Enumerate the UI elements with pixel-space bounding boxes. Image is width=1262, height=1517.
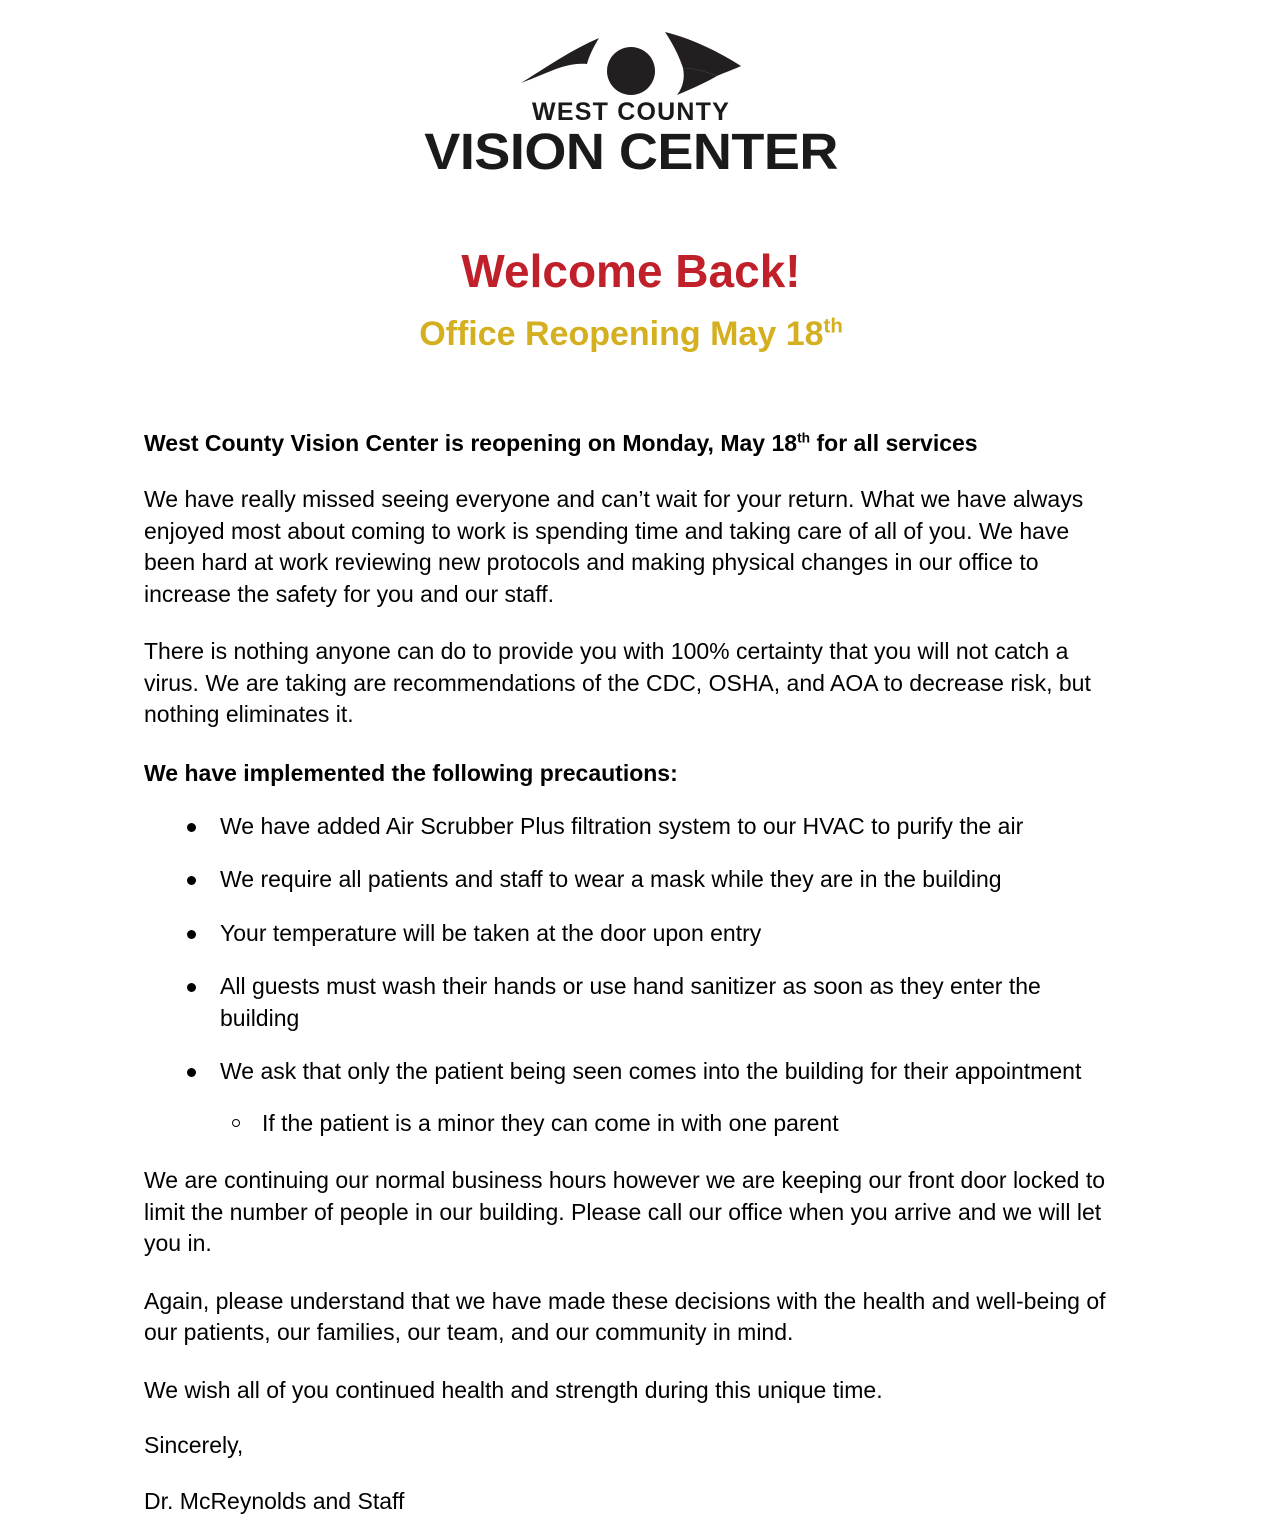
list-item (184, 1056, 1118, 1139)
list-item (184, 971, 1118, 1034)
closing-salutation: Sincerely, (144, 1432, 244, 1459)
lead-line (144, 429, 1118, 459)
list-item-text: We require all patients and staff to wear a mask while they are in the building (220, 866, 1002, 893)
bullet-icon (187, 876, 196, 885)
list-item-text: We ask that only the patient being seen comes into the building for their appointment (220, 1058, 1082, 1085)
precautions-heading: We have implemented the following precautions: (144, 759, 678, 786)
logo-block (0, 0, 1262, 179)
list-item (184, 864, 1118, 896)
logo-line-west-county: WEST COUNTY (532, 98, 730, 126)
bullet-icon (187, 1068, 196, 1077)
list-item (184, 811, 1118, 843)
lead-ordinal-suffix: th (797, 429, 811, 445)
paragraph-5: We wish all of you continued health and strength during this unique time. (144, 1376, 883, 1403)
paragraph-3: We are continuing our normal business hours however we are keeping our front door locked to limit the number of people in our building. Please call our office when you arrive and we will let you in. (144, 1167, 1106, 1257)
page-title-welcome-back: Welcome Back! (461, 244, 801, 297)
bullet-icon (187, 823, 196, 832)
precautions-list (144, 811, 1118, 1140)
paragraph-1: We have really missed seeing everyone and can’t wait for your return. What we have always enjoyed most about coming to work is spending time and taking care of all of you. We have been hard at work reviewing new protocols and making physical changes in our office to increase the safety for you and our staff. (144, 486, 1084, 607)
hollow-bullet-icon (232, 1119, 240, 1127)
list-item-text: All guests must wash their hands or use hand sanitizer as soon as they enter the building (220, 973, 1041, 1031)
bullet-icon (187, 983, 196, 992)
document-content (144, 429, 1118, 1517)
subtitle-text: Office Reopening May 18 (419, 315, 824, 354)
signature-line: Dr. McReynolds and Staff (144, 1487, 405, 1514)
precautions-sublist (220, 1108, 1118, 1140)
logo-line-vision-center: VISION CENTER (424, 123, 838, 180)
sub-list-item-text: If the patient is a minor they can come in with one parent (262, 1109, 839, 1136)
subtitle-ordinal-suffix: th (823, 316, 843, 339)
bullet-icon (187, 930, 196, 939)
list-item-text: We have added Air Scrubber Plus filtration system to our HVAC to purify the air (220, 812, 1024, 839)
list-item-text: Your temperature will be taken at the door upon entry (220, 919, 762, 946)
paragraph-2: There is nothing anyone can do to provide you with 100% certainty that you will not catch a virus. We are taking are recommendations of the CDC, OSHA, and AOA to decrease risk, but nothing eliminates it. (144, 638, 1091, 728)
paragraph-4: Again, please understand that we have made these decisions with the health and well-being of our patients, our families, our team, and our community in mind. (144, 1287, 1106, 1346)
lead-prefix: West County Vision Center is reopening on Monday, May 18 (144, 429, 798, 456)
eye-logo-icon (513, 26, 749, 98)
sub-list-item (228, 1108, 1118, 1140)
list-item (184, 918, 1118, 950)
page-subtitle-office-reopening (0, 315, 1262, 354)
lead-suffix: for all services (810, 429, 978, 456)
